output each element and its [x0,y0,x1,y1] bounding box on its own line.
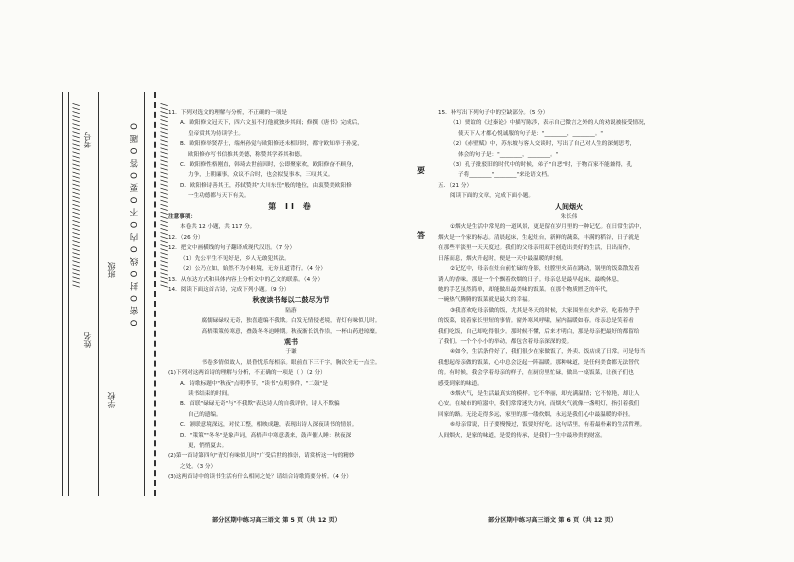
text-line: 她的手艺虽然简单，却能做出最美味的饭菜。在那个物质匮乏的年代， [438,286,612,293]
text-line: 观书 [284,337,298,346]
text-line: 感受到家的味道。 [438,380,483,387]
text-line: 第 II 卷 [268,201,314,211]
text-line: 皇帝赏其为侍读学士。 [188,130,244,137]
footer-right: 部分区期中练习高三语文 第 6 页（共 12 页） [488,517,617,524]
text-line: ④如今，生活条件好了，我们很少在家做饭了，外卖、饭店成了日常。可是每当 [450,349,646,356]
text-line: 秋夜读书每以二鼓尽为节 [252,296,330,305]
text-line: ⑤烟火气，是生活最真实的模样。它不华丽，却充满温情；它不惊艳，却让人 [450,390,640,397]
text-line: A．诗歌标题中"秋夜"点明季节，"读书"点明事件，"二鼓"是 [180,380,328,387]
binding-line [98,92,99,496]
text-line: 11．下列对选文的理解与分析，不正确的一项是 [168,110,287,116]
text-line: D．"策策""冬冬"是象声词，高梧声中寒意袭来，鼓声催人睡：秋夜深 [180,432,352,439]
binding-line [68,92,69,496]
text-line: 更，悄悄夏去。 [188,443,228,449]
text-line: 的饭菜，说着家长里短的事情。窗外寒风呼啸，屋内温暖如春。母亲总是笑着看 [438,318,634,325]
side-char: 答 [417,231,425,240]
text-line: 注意事项： [168,214,196,221]
text-line: (2)第一首诗第四句"青灯有味似儿时"广受后世的推崇，请赏析这一句的精妙 [168,453,355,460]
text-line: 朱长伟 [560,214,578,221]
text-line: 于谦 [285,349,297,356]
text-line: ③我喜欢吃母亲做的饭，尤其是冬天的时候，大家围坐在火炉旁，吃着热乎乎 [450,307,640,314]
text-line: 书卷多情似故人，晨昏忧乐每相亲。眼前直下三千字，胸次全无一点尘。 [201,359,381,366]
text-line: 心安。在城市的喧嚣中，我们常常迷失方向，而烟火气就像一盏明灯，指引着我们 [438,401,640,408]
text-line: 人间烟火，是家的味道，是爱的传承，是我们一生中最珍贵的财富。 [438,432,606,439]
slash-pattern-left: ////////////////////////////////////////////// [72,102,82,288]
text-line: （1）贾谊的《过秦论》中描写陈涉，表示自己微言之外的人的劝说被接受情况， [450,120,650,127]
seal-line-text: O 密 O 封 O 线 O 内 O 不 O 要 O 答 O 题 O [130,122,140,327]
text-line: 自己的遗编。 [188,411,222,418]
text-line: 烟火是一个家的标志。清晨起床，生起灶台，新鲜的蔬菜，丰满的稻谷，日子就是 [438,234,640,241]
text-line: C．欧阳修性格刚直，韩琦去世前因时，公即聚家欢，欧阳修奋不顾身， [180,162,358,169]
right-column [438,108,700,441]
text-line: 日落而息，烟火升起时，便是一天中最温暖的时刻。 [438,255,567,262]
text-line: 阅读下面的文章，完成下面小题。 [450,193,534,200]
binding-line [62,92,63,496]
text-line: 力争，上朝廉事，众议不合时，也会拟复事本，三叹其义。 [188,172,334,179]
text-line: （1）先公平生不见好是，乡人无敢犯其法。 [180,255,290,262]
text-line: 12．（26 分） [168,234,204,241]
text-line: (1)下列对这两首诗的理解与分析，不正确的一项是（ ）（2 分） [168,370,326,377]
text-line: 了我们。一个个小小的举动，都包含着母亲深深的爱。 [438,338,573,345]
text-line: 使天下人才都心悦诚服的句子是："________，________。" [458,130,603,137]
text-line: ①烟火是生活中常见的一道风景，更是留在岁月里的一种记忆。在日常生活中， [450,224,646,231]
text-line: 陆游 [285,307,297,314]
text-line: （2）《赤壁赋》中，苏东坡与客人交谈时，写出了自己对人生的深刻思考， [450,141,636,148]
text-line: 12．把文中画横线的句子翻译成现代汉语。（7 分） [168,245,296,252]
text-line: A．欧阳修文冠天下，四六文虽不打他就独步其间；修撰《唐书》完成后， [180,120,363,127]
text-line: C．颔联意境深远，对仗工整，相映成趣，表现出诗人深夜读书的情景。 [180,422,358,429]
text-line: 人间烟火 [555,202,583,211]
slash-pattern-right: ////////////////////////////////////////////// [160,102,170,288]
left-column [168,108,414,483]
text-line: 一碗热气腾腾的饭菜就是最大的幸福。 [438,297,534,304]
text-line: 本卷共 12 小题，共 117 分。 [180,224,256,231]
text-line: 高梧策策传寒意，叠鼓冬冬迫睡期。秋夜渐长饥作祟，一杯山药进琼糜。 [201,328,381,335]
binding-line [144,92,145,496]
text-line: 五．（21 分） [438,182,473,189]
text-line: 13．从东达方式和具体内容上分析文中的乙文的联系。（4 分） [168,276,324,283]
text-line: 一生功德都与天下有关。 [188,193,250,200]
text-line: 欧阳修亦写书信推其美德，称赞其学养其和德。 [188,151,306,158]
text-line: 的。有时候，我会学着母亲的样子，在厨房里忙碌，做出一桌饭菜，让孩子们也 [438,370,634,377]
footer-left: 部分区期中练习高三语文 第 5 页（共 12 页） [212,517,341,524]
class-label: 班级 [107,262,116,278]
exam-number-label: 考号 [83,132,92,148]
text-line: B．欧阳修举贤荐士，端州孙觉与欧阳修还未相识时，都守欧知举于孙觉， [180,141,363,148]
name-label: 姓名 [83,332,92,348]
text-line: （3）孔子批驳旧的时代中的时候，弟子"自恶"时，于物百家不能兼得，孔 [450,162,633,169]
binding-margin [58,92,180,496]
seal-dashed-line [154,92,156,496]
text-line: 体会的句子是："________，________。" [458,151,559,158]
text-line: 我想起母亲做的饭菜，心中总会泛起一阵温暖。那种味道，是任何美食都无法替代 [438,359,640,366]
text-line: (3)这两首诗中的读书生活有什么相同之处？请结合诗歌简要分析。（4 分） [168,474,352,481]
text-line: （2）公乃立如，始然不为小畦境，无夯且道背行。（4 分） [180,266,326,273]
text-line: 在那些平淡里一天天度过。我们的父母亲用双手创造出美好的生活，日出而作， [438,245,634,252]
text-line: 15．补写出下列句子中的空缺部分。（5 分） [438,110,549,116]
text-line: D．欧阳修诗善其王，苏轼赞其"大川东岳"般的地位，由衷赞美欧阳修 [180,182,352,189]
text-line: 我们吃饭，自己却吃得很少。那时候不懂，后来才明白，那是母亲把最好的都留给 [438,328,640,335]
text-line: 读书结束的时间。 [188,390,233,397]
side-char: 要 [417,166,425,175]
text-line: ⑥母亲常说，日子要慢慢过，饭要好好吃。这句话里，有着最朴素的生活哲理。 [450,422,646,429]
school-label: 学校 [107,392,116,408]
text-line: 之处。（3 分） [180,463,217,470]
text-line: 腐儒碌碌叹无奇，独喜遗编不我欺。白发无情侵老境，青灯有味似儿时。 [201,318,381,325]
text-line: 诱人的香味。那是一个个飘着炊烟的日子。母亲总是最早起床，最晚休息， [438,276,623,283]
text-line: 14．阅读下面这首古诗，完成下列小题。（9 分） [168,286,290,293]
text-line: 回家的路。无论走得多远，家里的那一缕炊烟，永远是我们心中最温暖的牵挂。 [438,411,634,418]
text-line: ②记忆中，母亲在灶台前忙碌的身影，灶膛里火苗在跳动，锅里的饭菜散发着 [450,266,640,273]
text-line: B．首联"碌碌无奇"与"不我欺"表达诗人的自我评价，诗人不欺骗 [180,401,340,408]
text-line: 子将________"________"来论语文档。 [458,172,553,179]
